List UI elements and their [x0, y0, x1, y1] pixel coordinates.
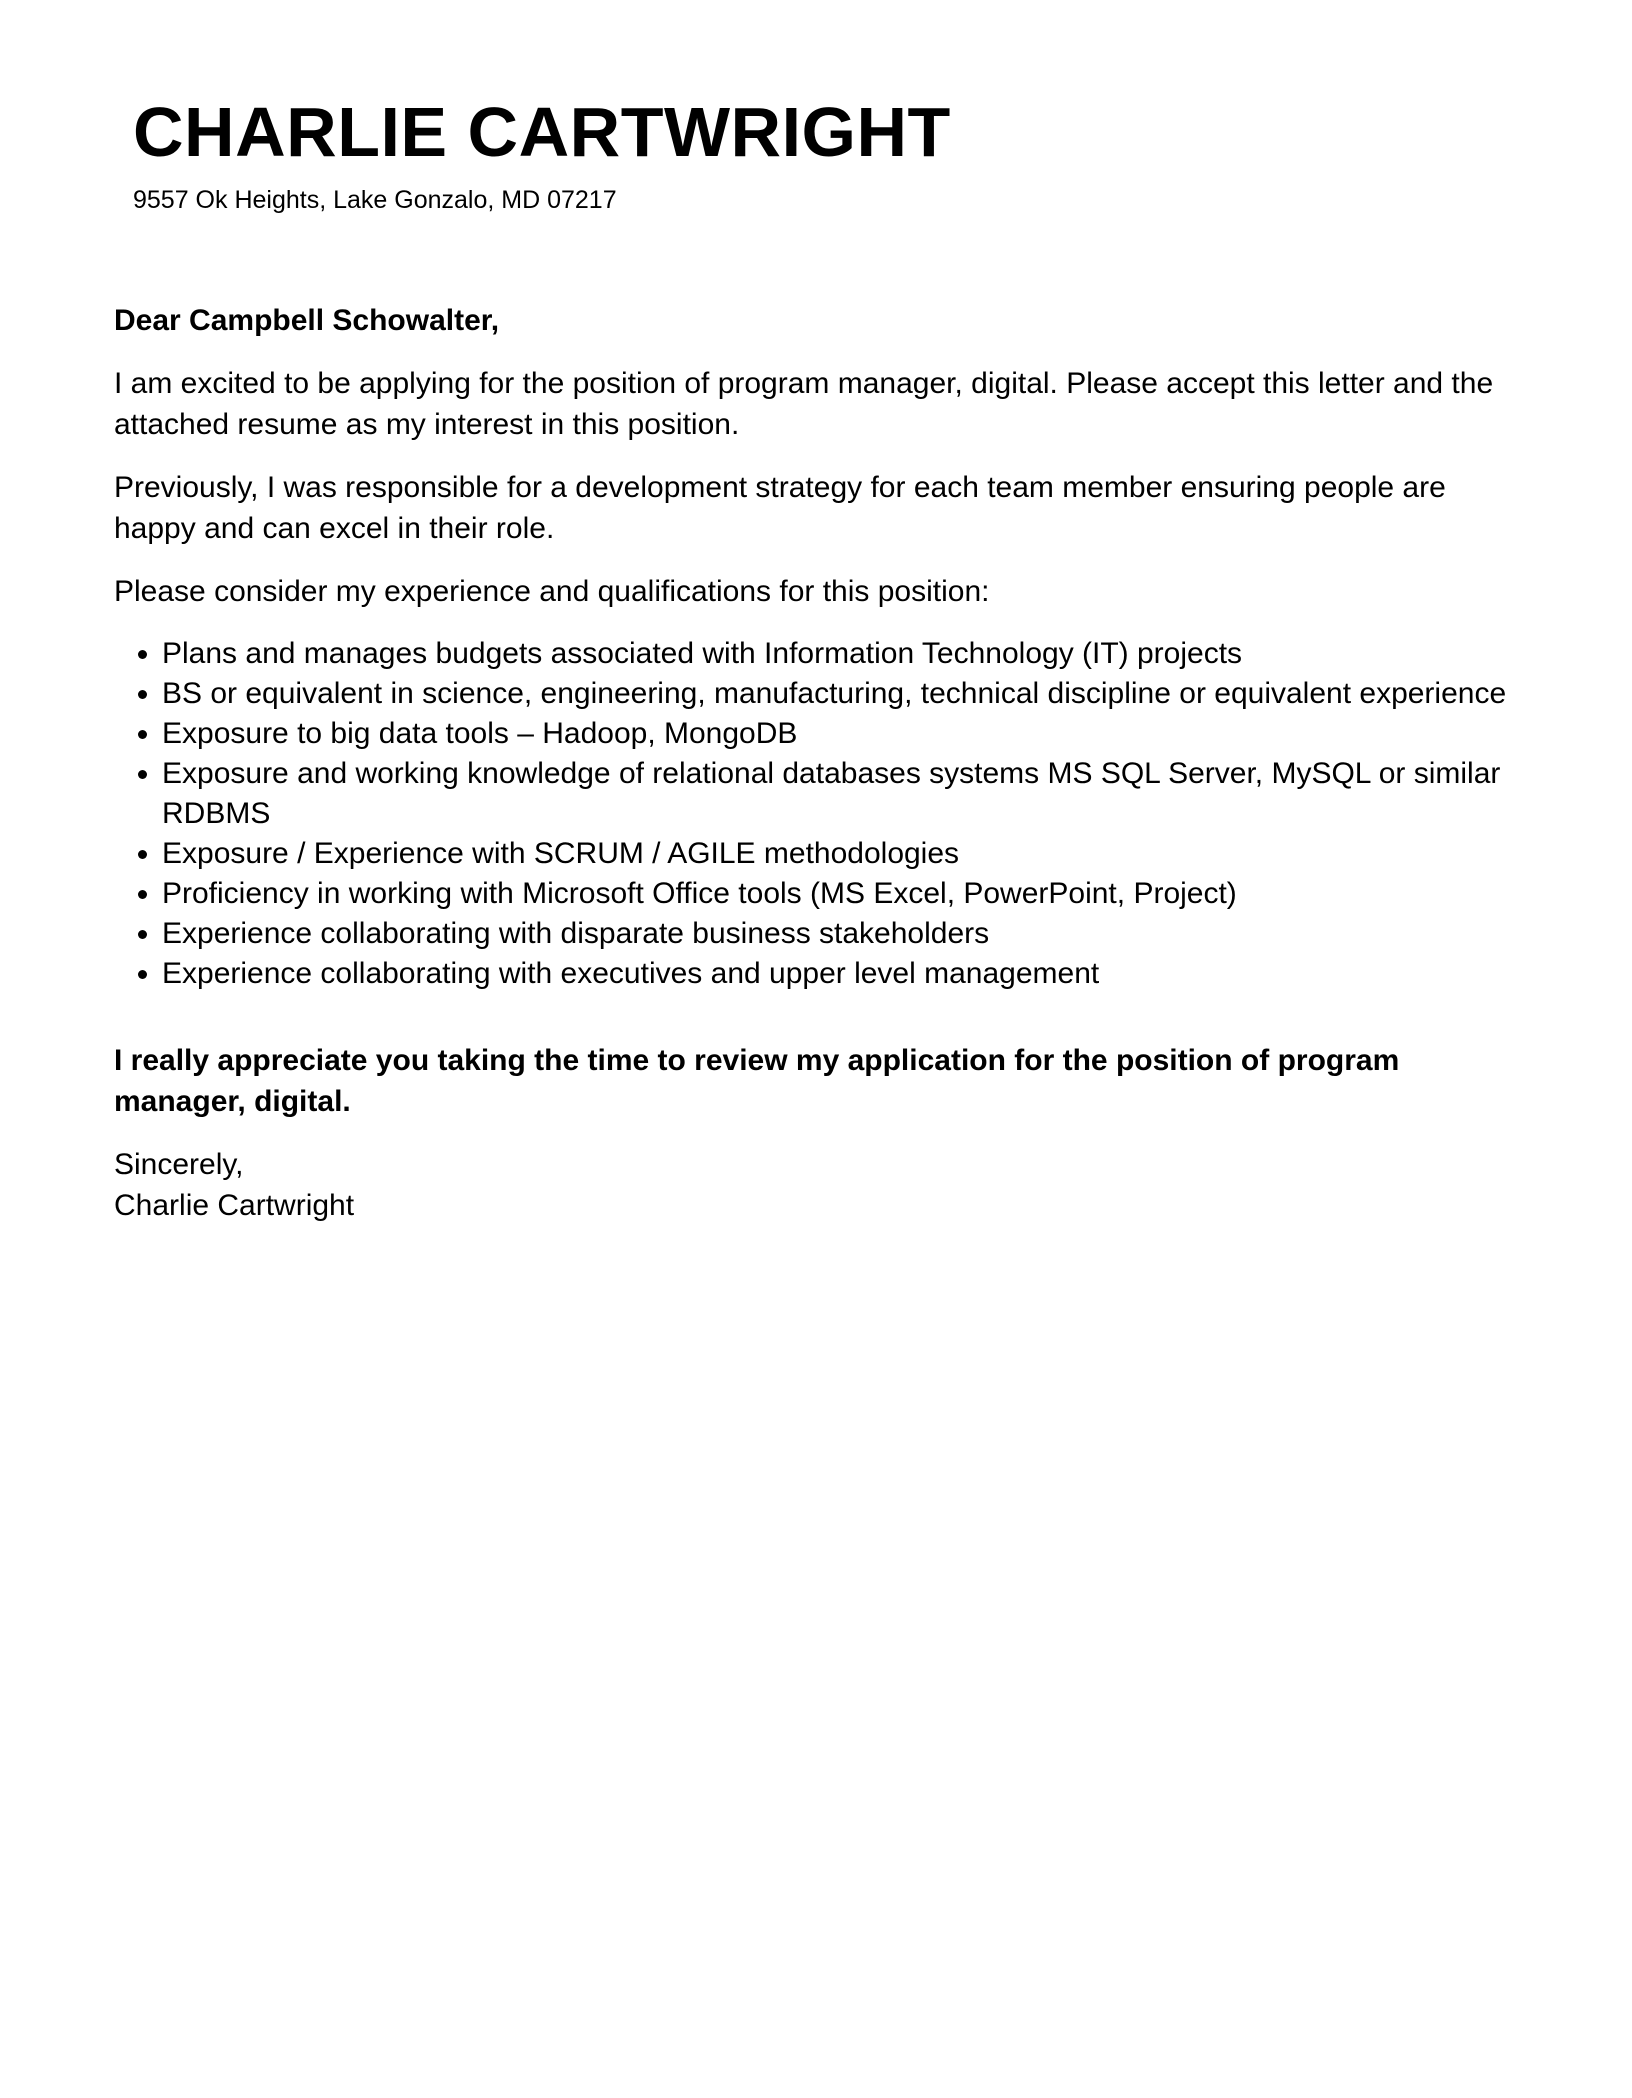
signoff-block: [114, 1144, 1514, 1226]
list-item: • Experience collaborating with disparate business stakeholders: [162, 914, 1514, 954]
letter-header: [133, 88, 1433, 216]
list-item: • Proficiency in working with Microsoft Office tools (MS Excel, PowerPoint, Project): [162, 874, 1514, 914]
list-item: • Plans and manages budgets associated with Information Technology (IT) projects: [162, 634, 1514, 674]
signoff: Sincerely,: [114, 1148, 244, 1181]
list-item: • Exposure / Experience with SCRUM / AGILE methodologies: [162, 834, 1514, 874]
list-item: • Exposure to big data tools – Hadoop, MongoDB: [162, 714, 1514, 754]
salutation: Dear Campbell Schowalter,: [114, 304, 500, 337]
experience-paragraph: Previously, I was responsible for a development strategy for each team member ensuring people are happy and can excel in their role.: [114, 471, 1446, 545]
list-item: • Experience collaborating with executives and upper level management: [162, 954, 1514, 994]
list-item: • BS or equivalent in science, engineering, manufacturing, technical discipline or equivalent experience: [162, 674, 1514, 714]
letter-body: [114, 300, 1514, 1226]
list-item: • Exposure and working knowledge of relational databases systems MS SQL Server, MySQL or similar RDBMS: [162, 754, 1514, 834]
closing-statement: I really appreciate you taking the time to review my application for the position of program manager, digital.: [114, 1044, 1400, 1118]
intro-paragraph: I am excited to be applying for the position of program manager, digital. Please accept this letter and the attached resume as my interest in this position.: [114, 367, 1494, 441]
qualifications-intro: Please consider my experience and qualifications for this position:: [114, 575, 990, 608]
applicant-name: CHARLIE CARTWRIGHT: [133, 93, 951, 171]
applicant-address: 9557 Ok Heights, Lake Gonzalo, MD 07217: [133, 186, 617, 214]
signature: Charlie Cartwright: [114, 1189, 355, 1222]
qualifications-list: [114, 634, 1514, 994]
